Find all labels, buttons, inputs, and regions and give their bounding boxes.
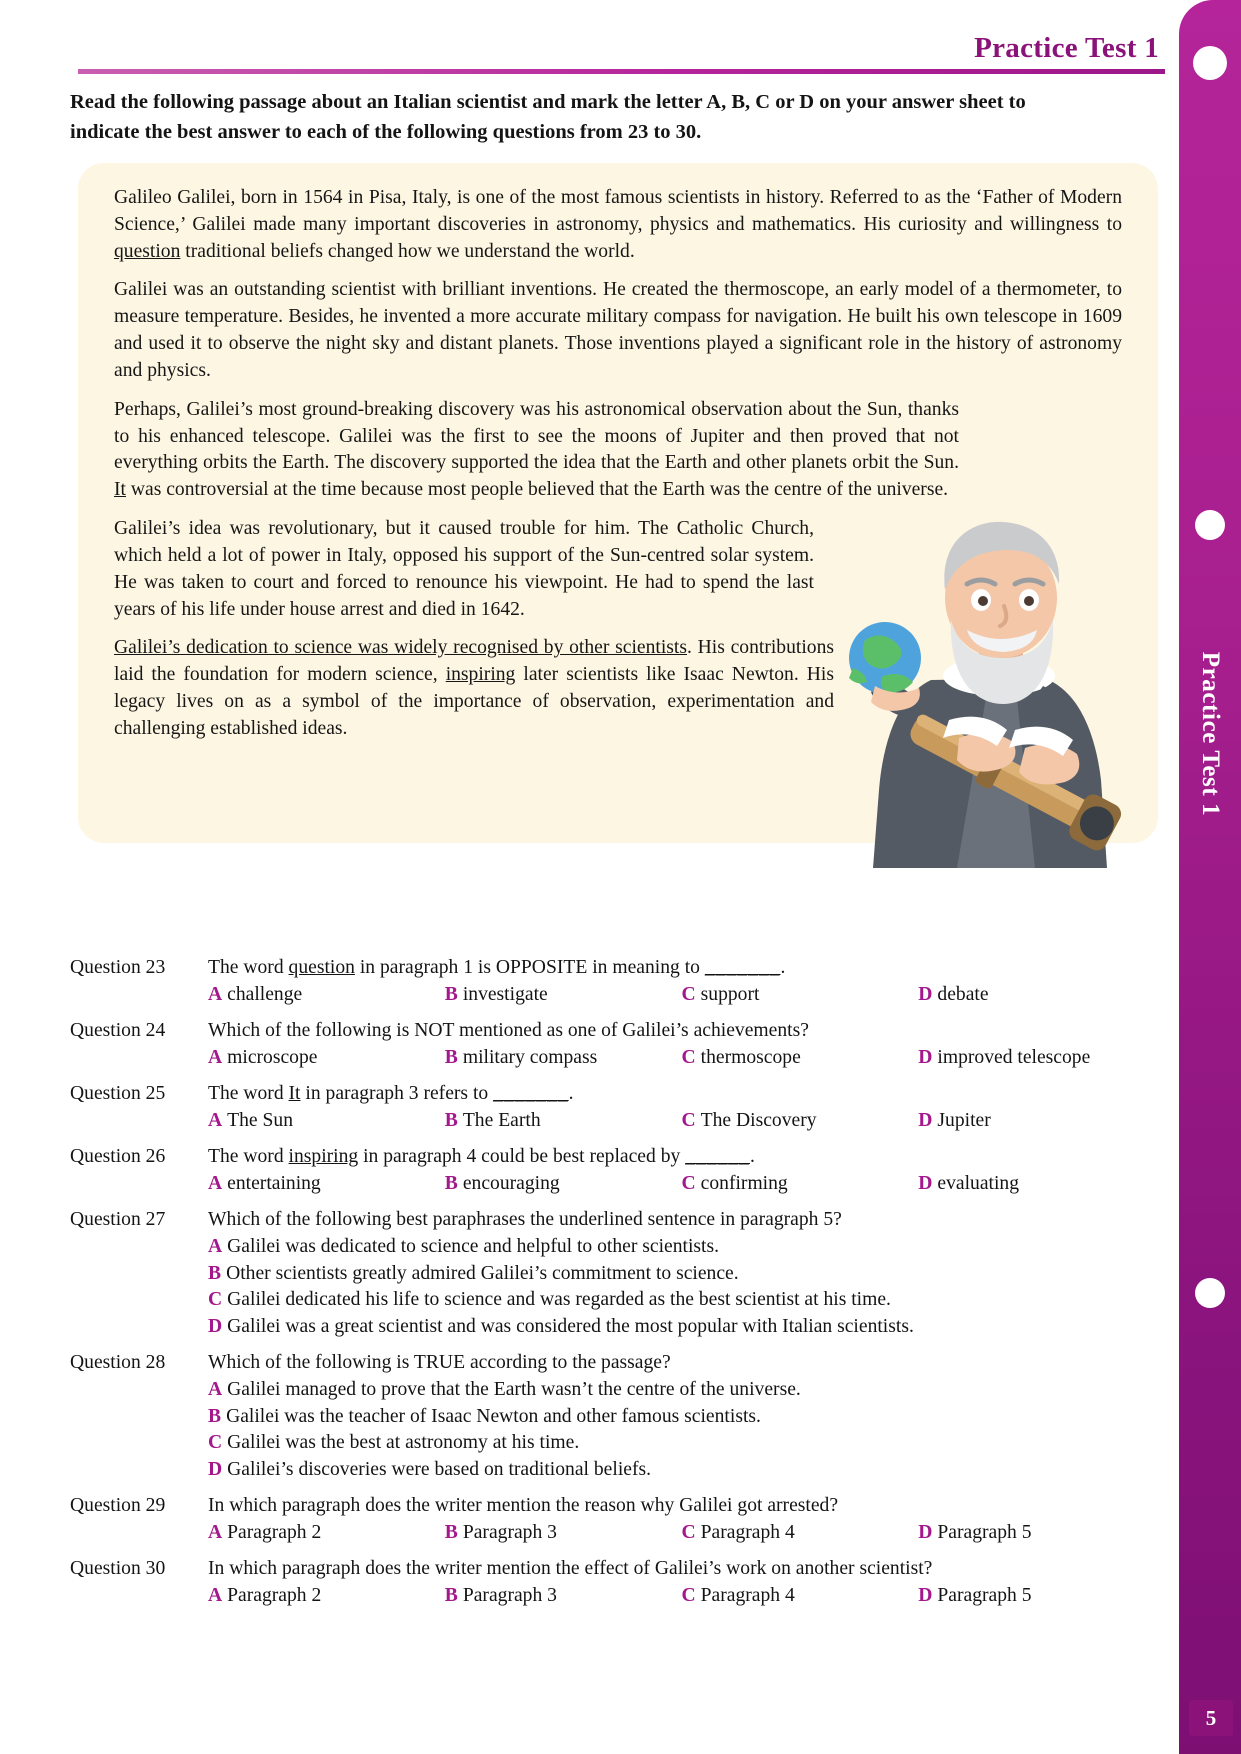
- stem-part-c: .: [749, 1145, 755, 1167]
- option-text: Galilei’s discoveries were based on traditional beliefs.: [227, 1459, 652, 1481]
- option-letter: A: [208, 1522, 223, 1544]
- option-letter: C: [681, 1522, 696, 1544]
- question-label: Question 25: [70, 1082, 166, 1104]
- option-text: improved telescope: [937, 1047, 1091, 1069]
- option-a[interactable]: [208, 1520, 445, 1546]
- option-row: [70, 1045, 1155, 1071]
- option-letter: D: [918, 1522, 933, 1544]
- page-title: Practice Test 1: [974, 32, 1159, 64]
- question-item: [70, 955, 1155, 1009]
- passage-p3-part-a: Perhaps, Galilei’s most ground-breaking discovery was his astronomical observation about the Sun, thanks to his enhanced telescope. Galilei was the first to see the moons of Jupiter and then proved that not everything orbits the Earth. The discovery supported the idea that the Earth and other planets orbit the Sun.: [114, 398, 959, 474]
- option-letter: A: [208, 1585, 223, 1607]
- rail-title: Practice Test 1: [1197, 651, 1224, 817]
- option-letter: A: [208, 984, 223, 1006]
- rail-dot-bottom: [1195, 1278, 1225, 1308]
- option-letter: B: [444, 1173, 458, 1195]
- option-row: [70, 1108, 1155, 1134]
- option-text: entertaining: [227, 1173, 321, 1195]
- option-row: [70, 1171, 1155, 1197]
- option-text: Paragraph 3: [462, 1522, 557, 1544]
- option-text: The Earth: [462, 1110, 541, 1132]
- option-text: Galilei managed to prove that the Earth wasn’t the centre of the universe.: [227, 1379, 801, 1401]
- question-label: Question 23: [70, 957, 166, 978]
- question-label: Question 26: [70, 1145, 166, 1167]
- option-letter: A: [208, 1236, 223, 1258]
- passage-p1-part-a: Galileo Galilei, born in 1564 in Pisa, Italy, is one of the most famous scientists in history. Referred to as the ‘Father of Modern Science,’ Galilei made many important discoveries in astronomy, physics and mathematics. His curiosity and willingness to: [114, 187, 1122, 235]
- stem-blank: ______: [685, 1145, 750, 1167]
- option-d[interactable]: [208, 1314, 1155, 1341]
- passage-p3-part-b: was controversial at the time because most people believed that the Earth was the centre of the universe.: [125, 479, 949, 501]
- stem-part-a: The word: [208, 957, 289, 978]
- stem-blank: _______: [493, 1082, 569, 1104]
- question-item: [70, 1144, 1155, 1198]
- stem-part-b: in paragraph 1 is OPPOSITE in meaning to: [354, 957, 705, 978]
- question-stem: [70, 1018, 1155, 1043]
- option-a[interactable]: [208, 1108, 445, 1134]
- option-letter: D: [208, 1316, 223, 1338]
- option-c[interactable]: [208, 1430, 1155, 1457]
- question-text: Which of the following is NOT mentioned as one of Galilei’s achievements?: [208, 1019, 809, 1041]
- question-item: [70, 1556, 1155, 1610]
- question-stem: [70, 1144, 1155, 1169]
- stem-part-a: The word: [208, 1145, 289, 1167]
- option-text: Galilei was a great scientist and was considered the most popular with Italian scientists.: [227, 1316, 914, 1338]
- question-text: In which paragraph does the writer mention the reason why Galilei got arrested?: [208, 1494, 839, 1516]
- option-c[interactable]: [682, 1045, 919, 1071]
- option-c[interactable]: [208, 1287, 1155, 1314]
- option-text: Paragraph 4: [700, 1522, 795, 1544]
- question-text: [208, 955, 1155, 980]
- option-letter: B: [208, 1405, 222, 1427]
- question-stem: [70, 1207, 1155, 1232]
- question-text: In which paragraph does the writer mention the effect of Galilei’s work on another scientist?: [208, 1557, 933, 1579]
- passage-p3-keyword: It: [114, 479, 126, 501]
- question-text: [208, 1144, 1155, 1169]
- option-text: Paragraph 2: [227, 1522, 322, 1544]
- question-stem: [70, 1493, 1155, 1518]
- option-letter: A: [208, 1110, 223, 1132]
- passage-paragraph-4: Galilei’s idea was revolutionary, but it caused trouble for him. The Catholic Church, which held a lot of power in Italy, opposed his support of the Sun-centred solar system. He was taken to court and forced to renounce his viewpoint. He had to spend the last years of his life under house arrest and died in 1642.: [114, 518, 814, 620]
- passage-p5-underlined-sentence: Galilei’s dedication to science was widely recognised by other scientists: [114, 637, 687, 659]
- option-text: thermoscope: [700, 1047, 801, 1069]
- stem-part-b: in paragraph 3 refers to: [300, 1082, 494, 1104]
- instruction-text: Read the following passage about an Italian scientist and mark the letter A, B, C or D on your answer sheet to indicate the best answer to each of the following questions from 23 to 30.: [70, 91, 1026, 143]
- stem-keyword: inspiring: [288, 1145, 359, 1167]
- stem-keyword: It: [288, 1082, 301, 1104]
- option-letter: D: [208, 1459, 223, 1481]
- stem-blank: _______: [704, 957, 781, 978]
- question-text: Which of the following is TRUE according to the passage?: [208, 1351, 671, 1373]
- option-text: Paragraph 5: [937, 1522, 1032, 1544]
- option-text: military compass: [462, 1047, 598, 1069]
- option-text: Paragraph 3: [462, 1585, 557, 1607]
- question-stem: [70, 1350, 1155, 1375]
- question-label: Question 29: [70, 1494, 166, 1516]
- question-item: [70, 1493, 1155, 1547]
- option-c[interactable]: [682, 982, 919, 1008]
- option-d[interactable]: [918, 1171, 1155, 1197]
- question-stem: [70, 955, 1155, 980]
- option-text: evaluating: [937, 1173, 1020, 1195]
- option-d[interactable]: [918, 982, 1155, 1008]
- questions-list: [70, 955, 1155, 1619]
- question-stem: [70, 1556, 1155, 1581]
- option-b[interactable]: [445, 1520, 682, 1546]
- option-text: Galilei was the best at astronomy at his time.: [227, 1432, 580, 1454]
- option-letter: D: [918, 984, 933, 1006]
- option-text: investigate: [462, 984, 548, 1006]
- stem-part-a: The word: [208, 1082, 289, 1104]
- option-letter: D: [918, 1047, 933, 1069]
- option-text: support: [700, 984, 760, 1006]
- option-letter: A: [208, 1379, 223, 1401]
- page-header: [78, 22, 1165, 74]
- question-item: [70, 1018, 1155, 1072]
- question-item: [70, 1081, 1155, 1135]
- question-label: Question 30: [70, 1557, 166, 1579]
- option-letter: D: [918, 1110, 933, 1132]
- option-b[interactable]: [445, 1045, 682, 1071]
- passage-p5-part-a: . His contributions laid the foundation for modern science,: [114, 637, 834, 686]
- option-letter: B: [444, 1522, 458, 1544]
- option-text: Paragraph 5: [937, 1585, 1032, 1607]
- option-d[interactable]: [918, 1108, 1155, 1134]
- passage-paragraph-1: [114, 185, 1122, 265]
- question-text: [208, 1081, 1155, 1106]
- option-b[interactable]: [445, 1171, 682, 1197]
- header-divider: [78, 69, 1165, 74]
- reading-passage: [78, 163, 1158, 843]
- option-letter: C: [208, 1289, 223, 1311]
- option-text: Paragraph 2: [227, 1585, 322, 1607]
- option-letter: A: [208, 1173, 223, 1195]
- option-letter: D: [918, 1585, 933, 1607]
- option-text: challenge: [227, 984, 303, 1006]
- option-letter: A: [208, 1047, 223, 1069]
- option-text: Galilei dedicated his life to science and was regarded as the best scientist at his time.: [227, 1289, 891, 1311]
- option-letter: D: [918, 1173, 933, 1195]
- option-row: [70, 1583, 1155, 1609]
- option-b[interactable]: [208, 1261, 1155, 1288]
- option-column: [70, 1377, 1155, 1484]
- option-a[interactable]: [208, 1377, 1155, 1404]
- option-letter: B: [444, 1047, 458, 1069]
- passage-p1-part-b: traditional beliefs changed how we understand the world.: [180, 240, 635, 262]
- option-letter: B: [444, 1585, 458, 1607]
- passage-paragraph-3: [114, 397, 959, 504]
- rail-dot-top: [1193, 46, 1227, 80]
- option-d[interactable]: [918, 1045, 1155, 1071]
- option-letter: C: [681, 1047, 696, 1069]
- question-text: Which of the following best paraphrases the underlined sentence in paragraph 5?: [208, 1208, 842, 1230]
- option-text: The Discovery: [700, 1110, 817, 1132]
- option-row: [70, 1520, 1155, 1546]
- option-d[interactable]: [918, 1520, 1155, 1546]
- option-b[interactable]: [208, 1404, 1155, 1431]
- question-label: Question 27: [70, 1208, 166, 1230]
- option-column: [70, 1234, 1155, 1341]
- option-text: Other scientists greatly admired Galilei’s commitment to science.: [226, 1262, 739, 1284]
- option-d[interactable]: [208, 1457, 1155, 1484]
- stem-part-c: .: [780, 957, 786, 978]
- question-stem: [70, 1081, 1155, 1106]
- option-b[interactable]: [445, 1583, 682, 1609]
- rail-dot-middle: [1195, 510, 1225, 540]
- question-label: Question 24: [70, 1019, 166, 1041]
- option-text: The Sun: [227, 1110, 294, 1132]
- passage-p5-part-b: later scientists like Isaac Newton. His legacy lives on as a symbol of the importance of observation, experimentation and challenging established ideas.: [114, 664, 834, 739]
- stem-keyword: question: [288, 957, 355, 978]
- option-text: microscope: [227, 1047, 318, 1069]
- option-a[interactable]: [208, 1171, 445, 1197]
- passage-p5-keyword: inspiring: [445, 664, 516, 686]
- option-text: encouraging: [462, 1173, 560, 1195]
- option-row: [70, 982, 1155, 1008]
- passage-paragraph-2: Galilei was an outstanding scientist with brilliant inventions. He created the thermoscope, an early model of a thermometer, to measure temperature. Besides, he invented a more accurate military compass for navigation. He built his own telescope in 1609 and used it to observe the night sky and distant planets. Those inventions played a significant role in the history of astronomy and physics.: [114, 279, 1122, 381]
- option-a[interactable]: [208, 1583, 445, 1609]
- option-c[interactable]: [682, 1171, 919, 1197]
- option-text: Paragraph 4: [700, 1585, 795, 1607]
- stem-part-c: .: [568, 1082, 574, 1104]
- option-letter: B: [208, 1262, 222, 1284]
- side-rail: [1179, 0, 1241, 1754]
- option-b[interactable]: [445, 1108, 682, 1134]
- passage-p1-keyword: question: [114, 240, 181, 262]
- option-c[interactable]: [682, 1108, 919, 1134]
- option-letter: C: [208, 1432, 223, 1454]
- question-label: Question 28: [70, 1351, 166, 1373]
- stem-part-b: in paragraph 4 could be best replaced by: [358, 1145, 686, 1167]
- option-a[interactable]: [208, 1045, 445, 1071]
- option-c[interactable]: [682, 1583, 919, 1609]
- passage-paragraph-5: [114, 635, 834, 742]
- option-text: debate: [937, 984, 989, 1006]
- question-item: [70, 1350, 1155, 1484]
- option-text: Galilei was the teacher of Isaac Newton and other famous scientists.: [226, 1405, 761, 1427]
- option-letter: B: [444, 984, 458, 1006]
- option-a[interactable]: [208, 982, 445, 1008]
- option-text: confirming: [700, 1173, 788, 1195]
- option-b[interactable]: [445, 982, 682, 1008]
- option-letter: C: [681, 1110, 696, 1132]
- question-item: [70, 1207, 1155, 1341]
- option-letter: B: [444, 1110, 458, 1132]
- option-text: Galilei was dedicated to science and helpful to other scientists.: [227, 1236, 720, 1258]
- option-c[interactable]: [682, 1520, 919, 1546]
- option-letter: C: [681, 984, 696, 1006]
- option-a[interactable]: [208, 1234, 1155, 1261]
- option-letter: C: [681, 1585, 696, 1607]
- option-d[interactable]: [918, 1583, 1155, 1609]
- option-letter: C: [681, 1173, 696, 1195]
- option-text: Jupiter: [937, 1110, 991, 1132]
- page-number: 5: [1189, 1700, 1233, 1736]
